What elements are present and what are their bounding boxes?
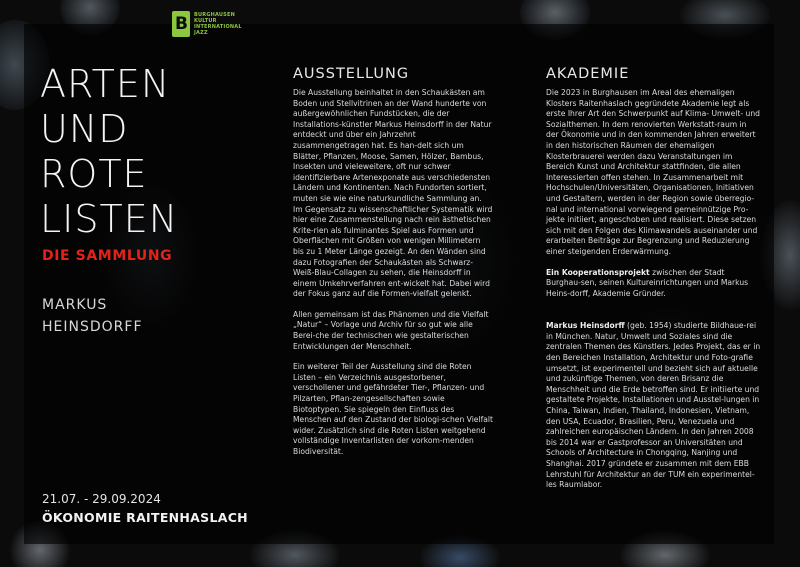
logo-line: BURGHAUSEN (194, 12, 235, 18)
logo-mark-icon (172, 11, 190, 37)
akademie-paragraph-3 (546, 321, 761, 491)
burghausen-logo (172, 8, 252, 40)
logo-line: KULTUR (194, 18, 217, 24)
ausstellung-column (293, 66, 493, 468)
title-line: LISTEN (40, 197, 179, 241)
title-line: UND (40, 107, 129, 151)
logo-line: JAZZ (194, 30, 208, 36)
akademie-paragraph-3-text: (geb. 1954) studierte Bildhaue-rei in München. Natur, Umwelt und Soziales sind die zentralen Themen des Künstlers. Jedes Projekt, das er in den Bereichen Installation, Architektur und Foto-grafie umsetzt, ist experimentell und bezieht sich auf aktuelle und zukünftige Themen, von deren Brisanz die Menschheit und die Erde betroffen sind. Er initiierte und gestaltete Projekte, Installationen und Ausstel-lungen in China, Taiwan, Indien, Thailand, Indonesien, Vietnam, den USA, Ecuador, Brasilien, Peru, Venezuela und zahlreichen europäischen Ländern. In den Jahren 2008 bis 2014 war er Gastprofessor an Universitäten und Schools of Architecture in Chongqing, Nanjing und Shanghai. 2017 gründete er zusammen mit dem EBB Lehrstuhl für Architektur an der TUM ein experimentel-les Raumlabor. (546, 321, 761, 490)
page-title (40, 62, 178, 242)
exhibition-dates: 21.07. - 29.09.2024 (42, 492, 161, 506)
artist-name (42, 294, 143, 338)
logo-line: INTERNATIONAL (194, 24, 242, 30)
artist-last-name: HEINSDORFF (42, 319, 143, 335)
ausstellung-paragraph-3: Ein weiterer Teil der Ausstellung sind die Roten Listen – ein Verzeichnis ausgestorbener, verschollener und gefährdeter Tier-, Pflanzen- und Pilzarten, Pflan-zengesellschaften sowie Biotoptypen. Sie spiegeln den Einfluss des Menschen auf den Zustand der biologi-schen Vielfalt wider. Zusätzlich sind die Roten Listen weitgehend vollständige Inventarlisten der vorkom-menden Biodiversität. (293, 362, 494, 456)
akademie-paragraph-3-bold: Markus Heinsdorff (546, 321, 625, 331)
ausstellung-paragraph-1: Die Ausstellung beinhaltet in den Schaukästen am Boden und Stellvitrinen an der Wand hunderte von außergewöhnlichen Fundstücken, die der Installations-künstler Markus Heinsdorff in der Natur entdeckt und über ein Jahrzehnt zusammengetragen hat. Es han-delt sich um Blätter, Pflanzen, Moose, Samen, Hölzer, Bambus, Insekten und vieleweitere, oft nur schwer identifizierbare Artenexponate aus verschiedensten Ländern und Kontinenten. Nach Fundorten sortiert, muten sie wie eine naturkundliche Sammlung an. Im Gegensatz zu wissenschaftlicher Systematik wird hier eine Zusammenstellung nach rein ästhetischen Krite-rien als fulminantes Spiel aus Formen und Oberflächen mit Größen von wenigen Millimetern bis zu 1 Meter Länge gezeigt. An den Wänden sind dazu Fotografien der Schaukästen als Schwarz-Weiß-Blau-Collagen zu sehen, die Heinsdorff in einem Umkehrverfahren ent-wickelt hat. Dabei wird der Fokus ganz auf die Formen-vielfalt gelenkt. (293, 88, 493, 299)
title-line: ARTEN (40, 62, 171, 106)
ausstellung-heading: AUSSTELLUNG (293, 66, 410, 82)
ausstellung-paragraph-2: Allen gemeinsam ist das Phänomen und die Vielfalt „Natur“ – Vorlage und Archiv für so gut wie alle Berei-che der technischen wie gestalterischen Entwicklungen der Menschheit. (293, 309, 489, 351)
exhibition-venue: ÖKONOMIE RAITENHASLACH (42, 510, 248, 525)
akademie-paragraph-1: Die 2023 in Burghausen im Areal des ehemaligen Klosters Raitenhaslach gegründete Akademie legt als erste Ihrer Art den Schwerpunkt auf Klima- Umwelt- und Sozialthemen. In dem renovierten Werkstatt-raum in der Ökonomie und in den kommenden Jahren erweitert in den historischen Räumen der ehemaligen Klosterbrauerei werden dazu Veranstaltungen im Bereich Kunst und Architektur stattfinden, die allen Interessierten offen stehen. In Zusammenarbeit mit Hochschulen/Universitäten, Organisationen, Initiativen und Gestaltern, werden in der Region sowie überregio-nal und international vorwiegend gemeinnützige Pro-jekte initiiert, angeschoben und realisiert. Diese setzen sich mit den Folgen des Klimawandels auseinander und erarbeiten Beiträge zur Begrenzung und Reduzierung einer steigenden Erderwärmung. (546, 88, 760, 256)
akademie-paragraph-2 (546, 268, 761, 300)
akademie-paragraph-2-bold: Ein Kooperationsprojekt (546, 267, 650, 277)
akademie-paragraph-2-text: zwischen der Stadt Burghau-sen, seinen Kultureinrichtungen und Markus Heins-dorff, Akademie Gründer. (546, 267, 749, 298)
artist-first-name: MARKUS (42, 297, 108, 313)
title-line: ROTE (40, 152, 148, 196)
akademie-heading: AKADEMIE (546, 66, 630, 82)
logo-text (194, 12, 242, 36)
akademie-column (546, 66, 761, 501)
subtitle: DIE SAMMLUNG (42, 248, 173, 264)
